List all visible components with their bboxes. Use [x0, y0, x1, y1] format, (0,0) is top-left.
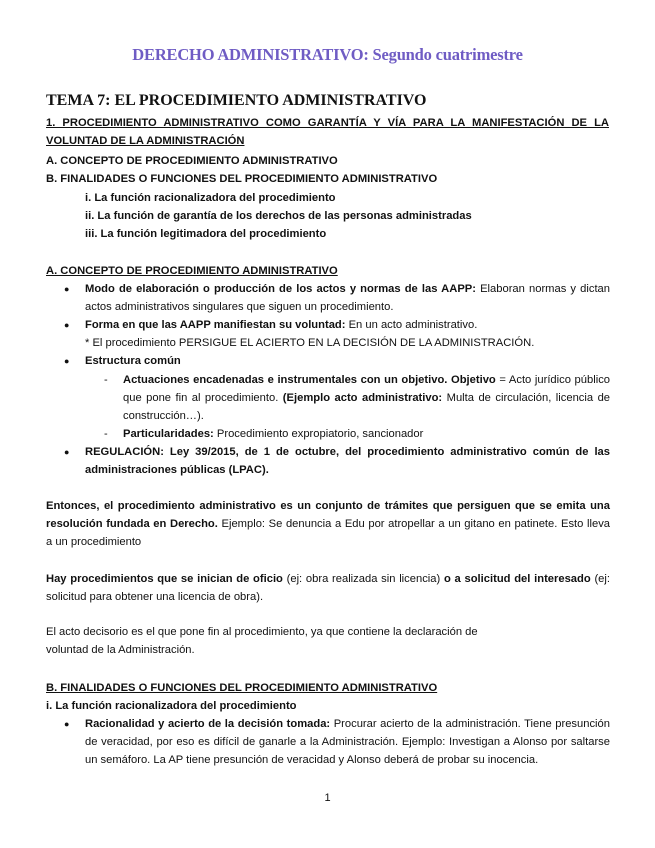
section-a-bullet-1: Modo de elaboración o producción de los actos y normas de las AAPP: Elaboran normas y dictan actos administrativos singulares que siguen un procedimiento.	[85, 283, 610, 313]
section-b-bullet-1: Racionalidad y acierto de la decisión tomada: Procurar acierto de la administración. Tiene presunción de veracidad, por eso es difícil de ganarle a la Administración. Ejemplo: Investigan a Alonso por saltarse un semáforo. La AP tiene presunción de veracidad y Alonso deberá de probar su inocencia.	[85, 718, 610, 766]
page-number: 1	[324, 792, 331, 804]
tema-heading: TEMA 7: EL PROCEDIMIENTO ADMINISTRATIVO	[46, 92, 427, 109]
section-a-bullet-2: Forma en que las AAPP manifiestan su voluntad: En un acto administrativo.	[85, 319, 478, 331]
dash-icon: -	[104, 374, 108, 386]
paragraph-acto-line-2: voluntad de la Administración.	[46, 644, 195, 656]
section-a-heading: A. CONCEPTO DE PROCEDIMIENTO ADMINISTRATIVO	[46, 265, 338, 277]
section-a-note: * El procedimiento PERSIGUE EL ACIERTO EN LA DECISIÓN DE LA ADMINISTRACIÓN.	[85, 337, 535, 349]
index-item-a: A. CONCEPTO DE PROCEDIMIENTO ADMINISTRATIVO	[46, 155, 338, 167]
index-subitem-iii: iii. La función legitimadora del procedimiento	[85, 228, 327, 240]
section-a-dash-2: Particularidades: Procedimiento expropiatorio, sancionador	[123, 428, 424, 440]
index-subitem-i: i. La función racionalizadora del procedimiento	[85, 192, 336, 204]
bullet-icon: ●	[64, 447, 70, 457]
bullet-icon: ●	[64, 320, 70, 330]
section-a-bullet-3: Estructura común	[85, 355, 181, 367]
section-b-subheading: i. La función racionalizadora del procedimiento	[46, 700, 297, 712]
paragraph-acto-line-1: El acto decisorio es el que pone fin al procedimiento, ya que contiene la declaración de	[46, 626, 478, 638]
section-a-regulation: REGULACIÓN: Ley 39/2015, de 1 de octubre, del procedimiento administrativo común de las administraciones públicas (LPAC).	[85, 446, 610, 476]
index-item-b: B. FINALIDADES O FUNCIONES DEL PROCEDIMIENTO ADMINISTRATIVO	[46, 173, 438, 185]
document-title: DERECHO ADMINISTRATIVO: Segundo cuatrimestre	[132, 45, 523, 64]
index-subitem-ii: ii. La función de garantía de los derechos de las personas administradas	[85, 210, 472, 222]
section-a-dash-1: Actuaciones encadenadas e instrumentales con un objetivo. Objetivo = Acto jurídico público que pone fin al procedimiento. (Ejemplo acto administrativo: Multa de circulación, licencia de construcción…).	[123, 374, 611, 422]
section-1-heading: 1. PROCEDIMIENTO ADMINISTRATIVO COMO GARANTÍA Y VÍA PARA LA MANIFESTACIÓN DE LA VOLUNTAD DE LA ADMINISTRACIÓN	[46, 117, 609, 147]
bullet-icon: ●	[64, 719, 70, 729]
section-b-heading: B. FINALIDADES O FUNCIONES DEL PROCEDIMIENTO ADMINISTRATIVO	[46, 682, 438, 694]
paragraph-concept: Entonces, el procedimiento administrativo es un conjunto de trámites que persiguen que se emita una resolución fundada en Derecho. Ejemplo: Se denuncia a Edu por atropellar a un gitano en patinete. Esto lleva a un procedimiento	[46, 500, 611, 548]
bullet-icon: ●	[64, 356, 70, 366]
paragraph-inicio: Hay procedimientos que se inician de oficio (ej: obra realizada sin licencia) o a solicitud del interesado (ej: solicitud para obtener una licencia de obra).	[46, 573, 610, 603]
dash-icon: -	[104, 428, 108, 440]
bullet-icon: ●	[64, 284, 70, 294]
